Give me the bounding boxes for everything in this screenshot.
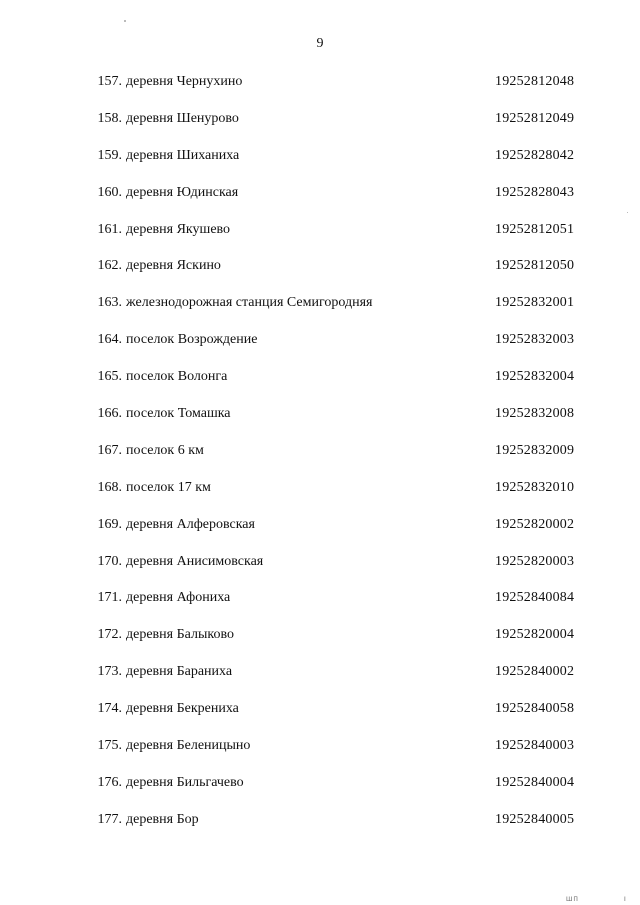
settlement-code: 19252832004 (495, 369, 575, 385)
settlement-code: 19252832008 (495, 406, 575, 422)
settlement-name: поселок Волонга (126, 369, 228, 385)
list-item (0, 185, 640, 222)
item-number: 174. (97, 701, 122, 717)
settlement-code: 19252832003 (495, 332, 575, 348)
settlement-code: 19252840058 (495, 701, 575, 717)
list-item (0, 258, 640, 295)
settlement-code: 19252812050 (495, 258, 575, 274)
settlement-code: 19252840004 (495, 774, 575, 790)
settlement-name: деревня Шиханиха (126, 147, 240, 163)
settlement-code: 19252812049 (495, 110, 575, 126)
item-number: 177. (97, 811, 122, 827)
settlement-name: поселок Томашка (126, 406, 231, 422)
settlement-name: деревня Шенурово (126, 110, 239, 126)
settlement-code: 19252812048 (495, 74, 575, 89)
item-number: 160. (97, 184, 122, 200)
settlement-list (0, 74, 640, 849)
settlement-name: деревня Бильгачево (126, 774, 244, 790)
item-number: 167. (97, 442, 122, 458)
settlement-name: деревня Беленицыно (126, 738, 251, 754)
list-item (0, 701, 640, 738)
settlement-name: деревня Афониха (126, 590, 231, 606)
item-number: 163. (97, 295, 122, 311)
footer-tick: I (624, 896, 626, 903)
settlement-name: деревня Чернухино (126, 74, 243, 89)
settlement-name: деревня Бараниха (126, 664, 233, 680)
item-number: 165. (97, 369, 122, 385)
item-number: 164. (97, 332, 122, 348)
item-number: 161. (97, 221, 122, 237)
list-item (0, 369, 640, 406)
item-number: 159. (97, 147, 122, 163)
settlement-name: деревня Алферовская (126, 516, 255, 532)
settlement-name: поселок 17 км (126, 479, 211, 495)
footer-mark: ШП (566, 896, 579, 903)
list-item (0, 812, 640, 849)
scan-speck (124, 20, 126, 22)
settlement-name: деревня Балыково (126, 627, 234, 643)
item-number: 172. (97, 627, 122, 643)
settlement-code: 19252840005 (495, 811, 575, 827)
settlement-code: 19252828043 (495, 184, 575, 200)
settlement-code: 19252828042 (495, 147, 575, 163)
settlement-code: 19252832009 (495, 442, 575, 458)
item-number: 157. (97, 74, 122, 89)
list-item (0, 111, 640, 148)
item-number: 173. (97, 664, 122, 680)
list-item (0, 590, 640, 627)
item-number: 170. (97, 553, 122, 569)
settlement-code: 19252820003 (495, 553, 575, 569)
list-item (0, 332, 640, 369)
settlement-code: 19252820002 (495, 516, 575, 532)
item-number: 169. (97, 516, 122, 532)
settlement-name: поселок 6 км (126, 442, 204, 458)
list-item (0, 406, 640, 443)
settlement-code: 19252840002 (495, 664, 575, 680)
list-item (0, 554, 640, 591)
list-item (0, 148, 640, 185)
list-item (0, 738, 640, 775)
settlement-name: деревня Якушево (126, 221, 231, 237)
settlement-code: 19252832010 (495, 479, 575, 495)
settlement-code: 19252812051 (495, 221, 575, 237)
settlement-name: поселок Возрождение (126, 332, 258, 348)
settlement-name: железнодорожная станция Семигородняя (126, 295, 373, 311)
list-item (0, 775, 640, 812)
list-item (0, 295, 640, 332)
item-number: 166. (97, 406, 122, 422)
list-item (0, 627, 640, 664)
settlement-code: 19252840084 (495, 590, 575, 606)
item-number: 171. (97, 590, 122, 606)
list-item (0, 222, 640, 259)
list-item (0, 443, 640, 480)
list-item (0, 74, 640, 111)
settlement-name: деревня Юдинская (126, 184, 239, 200)
item-number: 168. (97, 479, 122, 495)
list-item (0, 664, 640, 701)
item-number: 158. (97, 110, 122, 126)
page-number: 9 (316, 36, 324, 51)
settlement-code: 19252840003 (495, 738, 575, 754)
settlement-name: деревня Бекрениха (126, 701, 239, 717)
list-item (0, 480, 640, 517)
settlement-name: деревня Бор (126, 811, 199, 827)
settlement-code: 19252832001 (495, 295, 575, 311)
item-number: 176. (97, 774, 122, 790)
list-item (0, 517, 640, 554)
item-number: 175. (97, 738, 122, 754)
settlement-name: деревня Анисимовская (126, 553, 264, 569)
settlement-name: деревня Яскино (126, 258, 221, 274)
item-number: 162. (97, 258, 122, 274)
settlement-code: 19252820004 (495, 627, 575, 643)
